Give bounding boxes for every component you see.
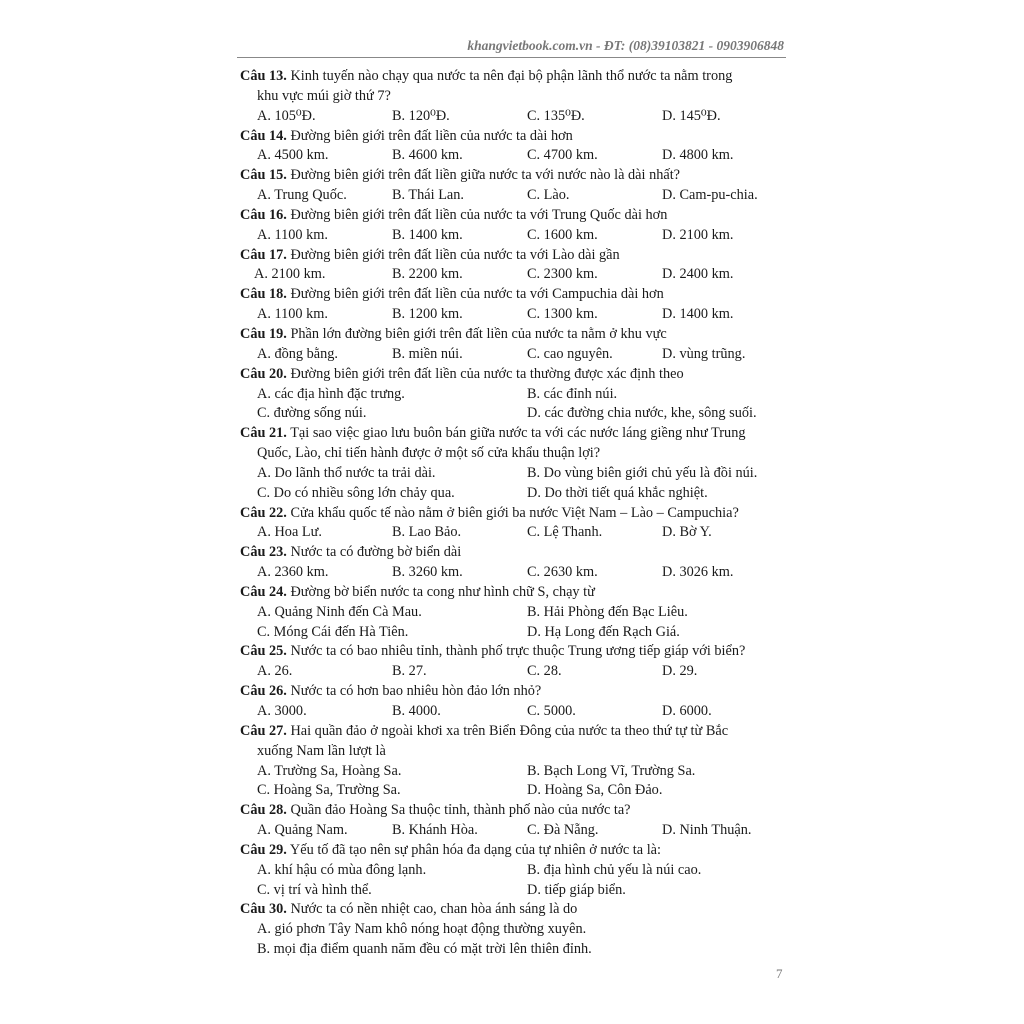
question-text: Đường biên giới trên đất liền của nước ta dài hơn (290, 127, 573, 144)
option-c: C. Lào. (527, 187, 570, 204)
option-a: A. đồng bằng. (257, 345, 339, 362)
question-20 (240, 365, 786, 425)
option-c: C. Lệ Thanh. (527, 524, 603, 541)
option-a: A. 4500 km. (257, 147, 329, 164)
question-text: Đường bờ biển nước ta cong như hình chữ S, chạy từ (290, 583, 595, 600)
option-d: D. 29. (662, 663, 698, 680)
option-b: B. các đỉnh núi. (527, 385, 618, 402)
option-b: B. 4000. (392, 703, 441, 719)
option-a: A. gió phơn Tây Nam khô nóng hoạt động thường xuyên. (257, 921, 587, 938)
option-b: B. 1200 km. (392, 306, 463, 323)
option-a: A. các địa hình đặc trưng. (257, 385, 405, 402)
question-24 (240, 583, 786, 643)
question-23 (240, 543, 786, 583)
question-number: Câu 30. (240, 901, 287, 918)
question-18 (240, 285, 786, 325)
option-c: C. Đà Nẵng. (527, 822, 599, 839)
question-16 (240, 206, 786, 246)
option-a: A. Quảng Ninh đến Cà Mau. (257, 603, 422, 620)
question-number: Câu 24. (240, 583, 287, 600)
option-d: D. 2100 km. (662, 226, 734, 243)
question-text: Nước ta có đường bờ biển dài (290, 544, 462, 561)
option-c: C. cao nguyên. (527, 345, 613, 362)
option-b: B. Hải Phòng đến Bạc Liêu. (527, 603, 688, 620)
question-13 (240, 67, 786, 127)
question-number: Câu 21. (240, 425, 287, 442)
question-text: Kinh tuyến nào chạy qua nước ta nên đại bộ phận lãnh thổ nước ta nằm trong (290, 68, 733, 84)
question-15 (240, 166, 786, 206)
option-a: A. 2360 km. (257, 564, 329, 581)
option-d: D. các đường chia nước, khe, sông suối. (527, 405, 757, 422)
option-d: D. vùng trũng. (662, 345, 746, 362)
option-a: A. Quảng Nam. (257, 822, 348, 839)
page-number: 7 (776, 966, 783, 981)
option-c: C. 5000. (527, 703, 576, 719)
option-d: D. 2400 km. (662, 266, 734, 283)
option-d: D. tiếp giáp biển. (527, 881, 626, 898)
option-b: B. 27. (392, 663, 427, 680)
question-number: Câu 25. (240, 643, 287, 660)
question-text: Nước ta có hơn bao nhiêu hòn đảo lớn nhỏ? (290, 683, 542, 700)
question-text: Đường biên giới trên đất liền của nước ta với Trung Quốc dài hơn (290, 206, 668, 223)
question-number: Câu 17. (240, 246, 287, 263)
option-b: B. 1400 km. (392, 226, 463, 243)
option-d: D. Hạ Long đến Rạch Giá. (527, 623, 680, 640)
option-d: D. 4800 km. (662, 147, 734, 164)
option-b: B. 2200 km. (392, 266, 463, 283)
option-b: B. mọi địa điểm quanh năm đều có mặt trời lên thiên đỉnh. (257, 941, 592, 958)
question-number: Câu 27. (240, 722, 287, 739)
question-text: Đường biên giới trên đất liền của nước ta với Campuchia dài hơn (290, 286, 664, 303)
question-text: Nước ta có nền nhiệt cao, chan hòa ánh sáng là do (290, 901, 578, 918)
option-c: C. 4700 km. (527, 147, 598, 164)
option-c: C. 28. (527, 663, 562, 680)
question-text: Yếu tố đã tạo nên sự phân hóa đa dạng của tự nhiên ở nước ta là: (289, 841, 661, 858)
option-a: A. Trường Sa, Hoàng Sa. (257, 762, 402, 779)
option-a: A. 2100 km. (254, 266, 326, 283)
question-number: Câu 16. (240, 206, 287, 223)
option-c: C. 2300 km. (527, 266, 598, 283)
option-d: D. 1400 km. (662, 306, 734, 323)
option-a: A. 1100 km. (257, 306, 328, 323)
question-28 (240, 801, 786, 841)
option-c: C. đường sống núi. (257, 405, 367, 422)
option-b: B. miền núi. (392, 345, 463, 362)
page-header: khangvietbook.com.vn - ĐT: (08)39103821 - 0903906848 (467, 38, 784, 53)
question-text: Cửa khẩu quốc tế nào nằm ở biên giới ba nước Việt Nam – Lào – Campuchia? (290, 504, 739, 521)
option-d: D. 145⁰Đ. (662, 107, 721, 124)
question-number: Câu 26. (240, 683, 287, 700)
option-a: A. 1100 km. (257, 226, 328, 243)
question-number: Câu 14. (240, 127, 287, 144)
option-d: D. Hoàng Sa, Côn Đảo. (527, 782, 663, 799)
option-c: C. 1600 km. (527, 226, 598, 243)
option-a: A. 26. (257, 663, 293, 680)
option-c: C. Do có nhiều sông lớn chảy qua. (257, 484, 455, 501)
question-number: Câu 19. (240, 325, 287, 342)
option-a: A. 3000. (257, 703, 307, 719)
option-b: B. Lao Bảo. (392, 524, 462, 541)
question-list (240, 67, 786, 960)
question-text: Đường biên giới trên đất liền của nước ta với Lào dài gần (290, 246, 620, 263)
option-d: D. Bờ Y. (662, 524, 712, 541)
option-b: B. Thái Lan. (392, 187, 465, 204)
option-d: D. Do thời tiết quá khắc nghiệt. (527, 484, 708, 501)
option-a: A. Trung Quốc. (257, 187, 347, 204)
question-text-cont: Quốc, Lào, chỉ tiến hành được ở một số cửa khẩu thuận lợi? (257, 445, 601, 462)
option-c: C. 1300 km. (527, 306, 598, 323)
option-c: C. Hoàng Sa, Trường Sa. (257, 782, 401, 799)
question-26 (240, 682, 786, 722)
question-text: Nước ta có bao nhiêu tỉnh, thành phố trực thuộc Trung ương tiếp giáp với biển? (290, 643, 746, 660)
option-c: C. Móng Cái đến Hà Tiên. (257, 623, 409, 640)
question-text: Hai quần đảo ở ngoài khơi xa trên Biển Đông của nước ta theo thứ tự từ Bắc (290, 722, 729, 739)
question-17 (240, 246, 786, 286)
option-d: D. 6000. (662, 703, 712, 719)
question-number: Câu 29. (240, 841, 287, 858)
question-22 (240, 504, 786, 544)
question-text-cont: xuống Nam lần lượt là (257, 742, 386, 759)
question-number: Câu 28. (240, 802, 287, 819)
question-number: Câu 20. (240, 365, 287, 382)
question-number: Câu 22. (240, 504, 287, 521)
question-29 (240, 841, 786, 901)
option-d: D. 3026 km. (662, 564, 734, 581)
option-b: B. Do vùng biên giới chủ yếu là đồi núi. (527, 464, 758, 481)
option-b: B. 120⁰Đ. (392, 107, 450, 124)
option-d: D. Ninh Thuận. (662, 822, 752, 839)
option-b: B. địa hình chủ yếu là núi cao. (527, 861, 702, 878)
question-27 (240, 722, 786, 801)
option-a: A. khí hậu có mùa đông lạnh. (257, 861, 427, 878)
question-text-cont: khu vực múi giờ thứ 7? (257, 87, 391, 104)
question-25 (240, 642, 786, 682)
option-b: B. Bạch Long Vĩ, Trường Sa. (527, 762, 696, 779)
question-text: Đường biên giới trên đất liền giữa nước ta với nước nào là dài nhất? (290, 167, 681, 184)
question-21 (240, 424, 786, 503)
header-divider (237, 57, 786, 58)
question-number: Câu 18. (240, 286, 287, 303)
option-d: D. Cam-pu-chia. (662, 187, 758, 204)
question-text: Quần đảo Hoàng Sa thuộc tỉnh, thành phố nào của nước ta? (290, 802, 631, 819)
question-text: Tại sao việc giao lưu buôn bán giữa nước ta với các nước láng giềng như Trung (290, 425, 746, 442)
option-b: B. Khánh Hòa. (392, 822, 478, 839)
option-b: B. 4600 km. (392, 147, 463, 164)
question-text: Phần lớn đường biên giới trên đất liền của nước ta nằm ở khu vực (290, 325, 667, 342)
option-a: A. Do lãnh thổ nước ta trải dài. (257, 464, 436, 481)
question-text: Đường biên giới trên đất liền của nước ta thường được xác định theo (290, 365, 684, 382)
option-c: C. vị trí và hình thể. (257, 881, 372, 898)
question-number: Câu 13. (240, 68, 287, 84)
option-c: C. 135⁰Đ. (527, 107, 585, 124)
question-19 (240, 325, 786, 365)
question-30 (240, 900, 786, 960)
option-b: B. 3260 km. (392, 564, 463, 581)
option-a: A. Hoa Lư. (257, 524, 322, 541)
option-a: A. 105⁰Đ. (257, 107, 316, 124)
question-number: Câu 23. (240, 544, 287, 561)
question-14 (240, 127, 786, 167)
question-number: Câu 15. (240, 167, 287, 184)
option-c: C. 2630 km. (527, 564, 598, 581)
